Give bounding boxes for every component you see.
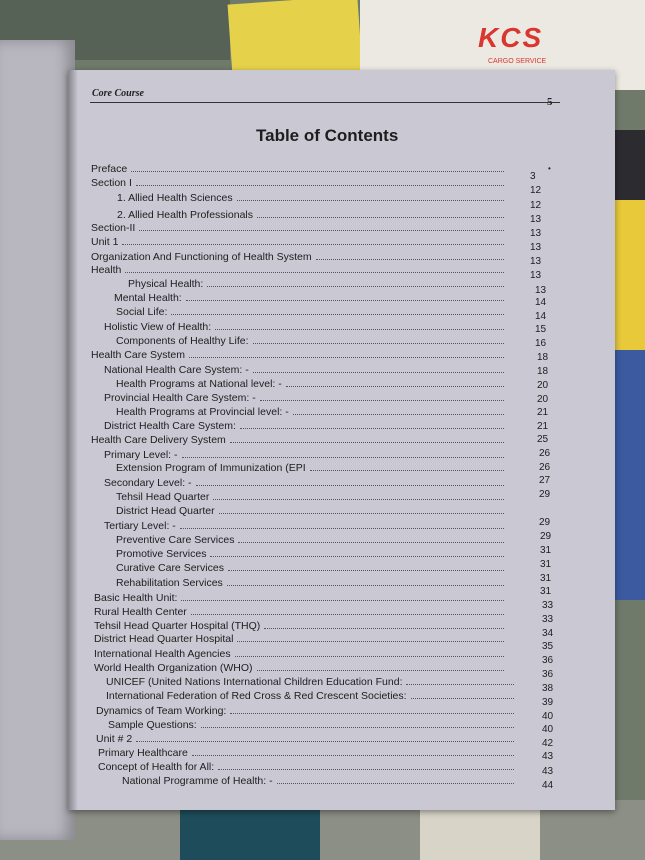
running-header: Core Course xyxy=(92,88,144,99)
toc-entry-page: 20 xyxy=(537,394,549,405)
toc-entry xyxy=(116,547,508,561)
toc-dot-leader xyxy=(237,191,504,201)
toc-entry xyxy=(104,476,508,490)
toc-entry-title: Primary Level: - xyxy=(104,449,178,461)
toc-entry-title: Provincial Health Care System: - xyxy=(104,392,256,404)
toc-entry-page: 13 xyxy=(530,256,542,267)
toc-entry xyxy=(94,661,508,675)
toc-entry-page: 12 xyxy=(530,200,542,211)
toc-entry-page: 15 xyxy=(535,324,547,335)
toc-entry-page: 16 xyxy=(535,338,547,349)
toc-entry-page: 18 xyxy=(537,366,549,377)
toc-entry xyxy=(116,490,508,504)
toc-entry xyxy=(122,774,518,788)
toc-entry-title: International Federation of Red Cross & Red Crescent Societies: xyxy=(106,690,407,702)
toc-dot-leader xyxy=(181,591,504,601)
toc-entry xyxy=(116,461,508,475)
toc-entry-page: 3 xyxy=(530,171,536,182)
toc-entry xyxy=(91,348,508,362)
toc-dot-leader xyxy=(411,689,514,699)
toc-entry-page: 26 xyxy=(539,448,551,459)
toc-entry-title: Tehsil Head Quarter xyxy=(116,491,210,503)
toc-dot-leader xyxy=(182,448,504,458)
toc-entry-title: Holistic View of Health: xyxy=(104,321,212,333)
toc-entry-title: Rural Health Center xyxy=(94,606,187,618)
toc-entry xyxy=(116,405,508,419)
toc-entry-title: UNICEF (United Nations International Children Education Fund: xyxy=(106,676,403,688)
background-bottom-card xyxy=(180,808,320,860)
toc-entry xyxy=(116,533,508,547)
toc-entry xyxy=(91,235,508,249)
toc-entry-title: Rehabilitation Services xyxy=(116,577,223,589)
toc-entry xyxy=(91,433,508,447)
toc-dot-leader xyxy=(136,176,504,186)
toc-dot-leader xyxy=(218,760,514,770)
toc-entry xyxy=(94,605,508,619)
toc-entry-page: 12 xyxy=(530,185,542,196)
toc-entry-title: Concept of Health for All: xyxy=(98,761,215,773)
toc-dot-leader xyxy=(277,774,514,784)
toc-entry xyxy=(94,647,508,661)
toc-entry-page: 13 xyxy=(530,242,542,253)
toc-entry-page: 40 xyxy=(542,711,554,722)
toc-entry-title: Unit 1 xyxy=(91,236,119,248)
toc-entry-title: Organization And Functioning of Health System xyxy=(91,251,312,263)
toc-entry xyxy=(104,519,508,533)
toc-entry-title: Health xyxy=(91,264,122,276)
toc-entry-title: Social Life: xyxy=(116,306,168,318)
page-gutter xyxy=(68,70,78,810)
toc-dot-leader xyxy=(210,547,504,557)
toc-entry xyxy=(116,504,508,518)
toc-entry-title: 1. Allied Health Sciences xyxy=(117,192,233,204)
toc-dot-leader xyxy=(257,208,504,218)
toc-dot-leader xyxy=(264,619,504,629)
toc-entry-title: Section I xyxy=(91,177,132,189)
toc-entry-title: Primary Healthcare xyxy=(98,747,188,759)
toc-entry-page: 26 xyxy=(539,462,551,473)
toc-dot-leader xyxy=(213,490,504,500)
toc-entry xyxy=(104,363,508,377)
toc-entry xyxy=(98,746,518,760)
toc-entry-page: 40 xyxy=(542,724,554,735)
toc-entry-title: 2. Allied Health Professionals xyxy=(117,209,253,221)
toc-entry-page: 42 xyxy=(542,738,554,749)
toc-dot-leader xyxy=(171,305,504,315)
toc-dot-leader xyxy=(201,718,514,728)
toc-entry xyxy=(91,250,508,264)
toc-entry xyxy=(128,277,508,291)
toc-entry xyxy=(114,291,508,305)
toc-entry xyxy=(116,576,508,590)
toc-entry-title: Extension Program of Immunization (EPI xyxy=(116,462,306,474)
toc-entry xyxy=(116,305,508,319)
toc-entry-title: District Head Quarter xyxy=(116,505,215,517)
left-page xyxy=(0,40,75,840)
toc-entry-page: 14 xyxy=(535,311,547,322)
toc-entry-page: 44 xyxy=(542,780,554,791)
toc-entry xyxy=(104,419,508,433)
toc-entry-title: Health Programs at National level: - xyxy=(116,378,282,390)
toc-dot-leader xyxy=(125,263,504,273)
toc-entry-title: Health Care Delivery System xyxy=(91,434,226,446)
toc-entry xyxy=(106,675,518,689)
toc-entry-title: Tertiary Level: - xyxy=(104,520,176,532)
toc-entry-page: 33 xyxy=(542,600,554,611)
toc-entry-page: 21 xyxy=(537,421,549,432)
toc-entry-title: Tehsil Head Quarter Hospital (THQ) xyxy=(94,620,261,632)
toc-entry xyxy=(91,176,508,190)
toc-dot-leader xyxy=(406,675,514,685)
toc-entry-title: Section-II xyxy=(91,222,136,234)
toc-entry-page: 20 xyxy=(537,380,549,391)
toc-dot-leader xyxy=(192,746,514,756)
background-yellow-paper xyxy=(228,0,363,79)
toc-dot-leader xyxy=(293,405,504,415)
toc-entry xyxy=(116,377,508,391)
toc-entry-page: 38 xyxy=(542,683,554,694)
toc-entry-page: 31 xyxy=(540,545,552,556)
background-brand-sub: CARGO SERVICE xyxy=(488,58,547,65)
toc-entry xyxy=(94,591,508,605)
toc-dot-leader xyxy=(253,334,505,344)
toc-entry-title: Components of Healthy Life: xyxy=(116,335,249,347)
toc-entry-title: Health Programs at Provincial level: - xyxy=(116,406,289,418)
toc-entry-page: 13 xyxy=(530,270,542,281)
toc-dot-leader xyxy=(186,291,504,301)
toc-entry xyxy=(98,760,518,774)
toc-entry-title: Promotive Services xyxy=(116,548,207,560)
toc-entry-title: Secondary Level: - xyxy=(104,477,192,489)
toc-entry-page: 39 xyxy=(542,697,554,708)
toc-dot-leader xyxy=(227,576,504,586)
toc-entry xyxy=(117,208,508,222)
stray-mark: • xyxy=(548,164,551,173)
toc-dot-leader xyxy=(131,162,504,172)
toc-entry xyxy=(91,263,508,277)
toc-entry xyxy=(104,448,508,462)
toc-entry xyxy=(104,391,508,405)
toc-dot-leader xyxy=(286,377,504,387)
toc-entry xyxy=(94,619,508,633)
toc-entry xyxy=(108,718,518,732)
toc-entry-page: 27 xyxy=(539,475,551,486)
toc-entry-title: Preface xyxy=(91,163,128,175)
toc-entry xyxy=(106,689,518,703)
toc-dot-leader xyxy=(237,632,504,642)
toc-dot-leader xyxy=(257,661,504,671)
toc-entry xyxy=(104,320,508,334)
toc-entry-title: Unit # 2 xyxy=(96,733,133,745)
toc-dot-leader xyxy=(253,363,504,373)
toc-dot-leader xyxy=(215,320,504,330)
page-title: Table of Contents xyxy=(256,126,399,145)
toc-dot-leader xyxy=(207,277,504,287)
toc-entry-title: District Head Quarter Hospital xyxy=(94,633,234,645)
toc-dot-leader xyxy=(240,419,504,429)
toc-dot-leader xyxy=(191,605,504,615)
toc-dot-leader xyxy=(136,732,514,742)
toc-entry-page: 31 xyxy=(540,559,552,570)
toc-dot-leader xyxy=(310,461,504,471)
background-brand-logo: KCS xyxy=(478,22,544,53)
background-bottom-paper xyxy=(420,805,540,860)
toc-entry-page: 18 xyxy=(537,352,549,363)
toc-entry-title: World Health Organization (WHO) xyxy=(94,662,253,674)
toc-dot-leader xyxy=(260,391,504,401)
toc-dot-leader xyxy=(189,348,504,358)
toc-entry xyxy=(91,221,508,235)
toc-entry-page: 35 xyxy=(542,641,554,652)
toc-dot-leader xyxy=(139,221,504,231)
toc-entry xyxy=(116,561,508,575)
toc-entry-page: 34 xyxy=(542,628,554,639)
toc-entry-page: 25 xyxy=(537,434,549,445)
toc-entry-title: National Programme of Health: - xyxy=(122,775,273,787)
toc-entry-title: Physical Health: xyxy=(128,278,204,290)
toc-entry xyxy=(96,732,518,746)
toc-dot-leader xyxy=(316,250,504,260)
toc-entry-page: 36 xyxy=(542,655,554,666)
toc-dot-leader xyxy=(238,533,504,543)
toc-entry xyxy=(116,334,508,348)
toc-entry-page: 33 xyxy=(542,614,554,625)
toc-dot-leader xyxy=(230,704,514,714)
toc-entry-page: 13 xyxy=(530,228,542,239)
toc-entry-page: 43 xyxy=(542,751,554,762)
toc-dot-leader xyxy=(122,235,504,245)
toc-entry-title: Sample Questions: xyxy=(108,719,197,731)
toc-entry-title: Mental Health: xyxy=(114,292,182,304)
toc-entry-title: Preventive Care Services xyxy=(116,534,235,546)
page-number: 5 xyxy=(547,96,553,108)
toc-entry-title: Basic Health Unit: xyxy=(94,592,178,604)
toc-dot-leader xyxy=(180,519,504,529)
toc-dot-leader xyxy=(228,561,504,571)
toc-entry-page: 14 xyxy=(535,297,547,308)
toc-entry-page: 31 xyxy=(540,586,552,597)
toc-dot-leader xyxy=(219,504,504,514)
toc-entry-page: 21 xyxy=(537,407,549,418)
toc-dot-leader xyxy=(235,647,504,657)
toc-dot-leader xyxy=(230,433,504,443)
toc-entry xyxy=(117,191,508,205)
toc-entry-title: District Health Care System: xyxy=(104,420,236,432)
toc-entry-title: International Health Agencies xyxy=(94,648,231,660)
toc-entry-page: 29 xyxy=(539,489,551,500)
toc-entry-page: 31 xyxy=(540,573,552,584)
toc-dot-leader xyxy=(196,476,504,486)
toc-entry-page: 29 xyxy=(539,517,551,528)
toc-entry xyxy=(91,162,508,176)
header-rule xyxy=(90,102,560,103)
toc-entry-title: Curative Care Services xyxy=(116,562,224,574)
toc-entry-page: 13 xyxy=(535,285,547,296)
toc-entry-title: Dynamics of Team Working: xyxy=(96,705,227,717)
toc-entry-page: 29 xyxy=(540,531,552,542)
toc-entry xyxy=(96,704,518,718)
toc-entry-page: 13 xyxy=(530,214,542,225)
toc-entry-page: 43 xyxy=(542,766,554,777)
toc-entry-title: National Health Care System: - xyxy=(104,364,249,376)
toc-entry xyxy=(94,632,508,646)
toc-entry-page: 36 xyxy=(542,669,554,680)
toc-entry-title: Health Care System xyxy=(91,349,185,361)
